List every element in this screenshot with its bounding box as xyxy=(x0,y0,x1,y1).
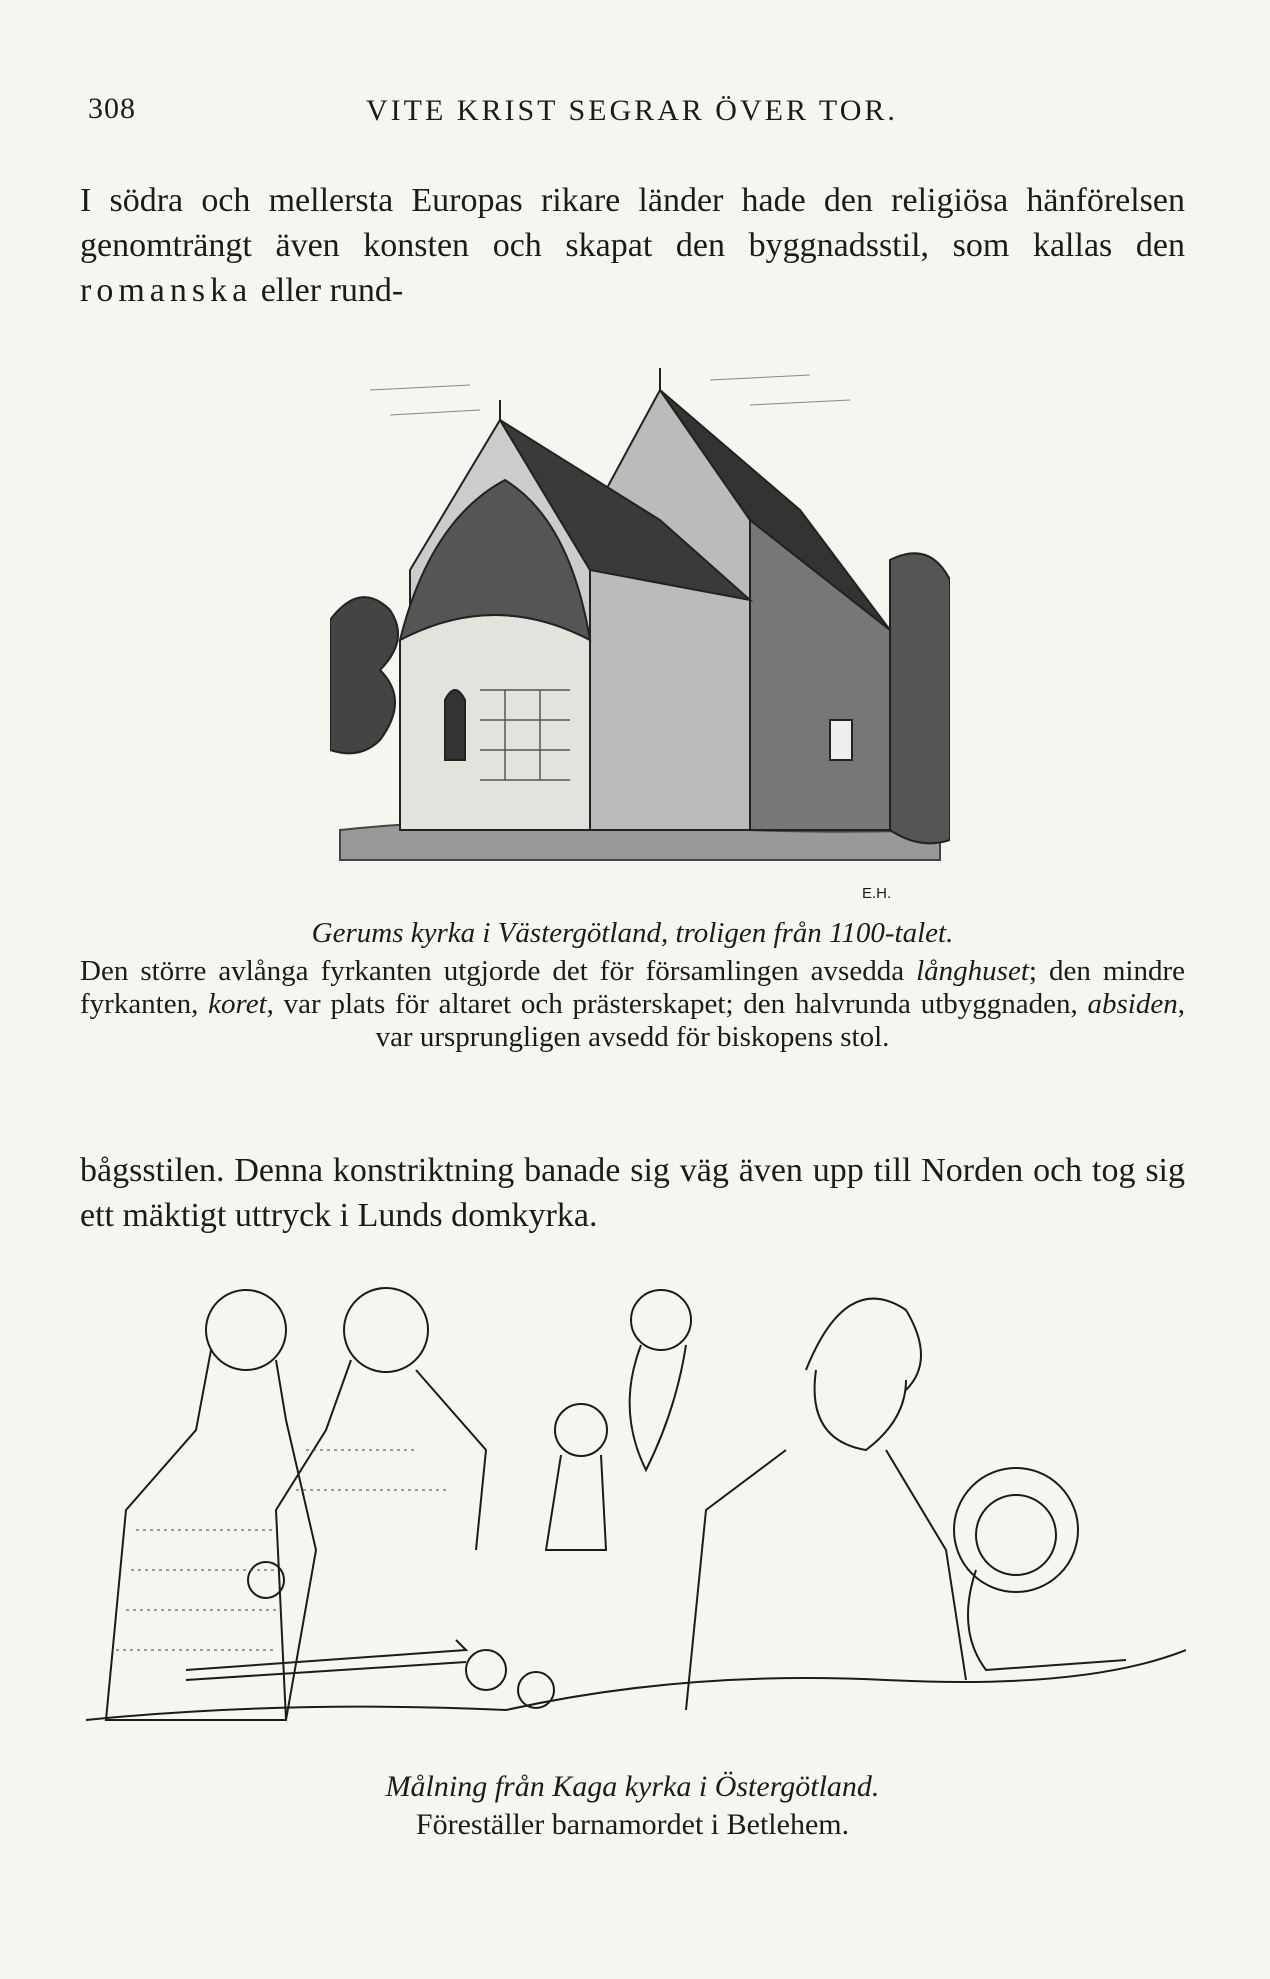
king-crown xyxy=(806,1299,921,1390)
mother-body xyxy=(546,1455,606,1550)
paragraph-1 xyxy=(80,178,1185,313)
sky-hatching xyxy=(370,375,850,415)
soldier-1-body xyxy=(106,1350,316,1720)
paragraph-2: bågsstilen. Denna konstriktning banade sig väg även upp till Norden och tog sig ett mäktigt uttryck i Lunds domkyrka. xyxy=(80,1152,1185,1234)
soldier-1-helmet xyxy=(206,1290,286,1370)
sword xyxy=(186,1640,466,1680)
caption-text: Den större avlånga fyrkanten utgjorde det för församlingen avsedda xyxy=(80,955,917,987)
apse-window xyxy=(445,690,465,760)
figure-2-caption-description: Föreställer barnamordet i Betlehem. xyxy=(415,1808,850,1841)
figure-1-caption-description xyxy=(80,955,1185,1054)
tree-left xyxy=(330,597,398,753)
paragraph-1-text-a: I södra och mellersta Europas rikare länder hade den religiösa hänförelsen genomträngt även konsten och skapat den byggnadsstil, som kallas den xyxy=(80,182,1185,264)
mother-head xyxy=(555,1404,607,1456)
caption-term-koret: koret xyxy=(208,988,267,1020)
figure-2-caption-title: Målning från Kaga kyrka i Östergötland. xyxy=(385,1770,880,1803)
halo xyxy=(954,1468,1078,1592)
haloed-figure-head xyxy=(976,1495,1056,1575)
caption-term-langhuset: långhuset xyxy=(916,955,1029,987)
caption-term-absiden: absiden xyxy=(1087,988,1178,1020)
page-number: 308 xyxy=(88,92,136,125)
woman-body xyxy=(630,1345,686,1470)
king-body xyxy=(686,1450,966,1710)
paragraph-1-spaced-word: romanska xyxy=(80,272,253,309)
soldier-2-helmet xyxy=(344,1288,428,1372)
caption-text: ; den mindre fyrkanten, xyxy=(80,955,1185,1020)
wall-painting-drawing xyxy=(86,1250,1186,1750)
caption-text: , var ursprungligen avsedd för biskopens stol. xyxy=(375,988,1185,1053)
running-title: VITE KRIST SEGRAR ÖVER TOR. xyxy=(366,94,898,127)
king-face xyxy=(815,1370,906,1450)
church-engraving xyxy=(330,360,950,905)
figure-1-caption-title: Gerums kyrka i Västergötland, troligen från 1100-talet. xyxy=(311,917,954,949)
tree-right xyxy=(890,553,950,843)
child-head xyxy=(518,1672,554,1708)
paragraph-1-text-b: eller rund- xyxy=(252,272,404,309)
nave-window xyxy=(830,720,852,760)
woman-head xyxy=(631,1290,691,1350)
soldier-2-body xyxy=(276,1360,486,1720)
caption-text: , var plats för altaret och prästerskapet; den halvrunda utbyggnaden, xyxy=(266,988,1088,1020)
engraver-initials: E.H. xyxy=(862,885,892,902)
apse xyxy=(400,615,590,830)
ground-line xyxy=(86,1650,1186,1720)
child-head xyxy=(466,1650,506,1690)
haloed-figure-body xyxy=(968,1570,1126,1670)
